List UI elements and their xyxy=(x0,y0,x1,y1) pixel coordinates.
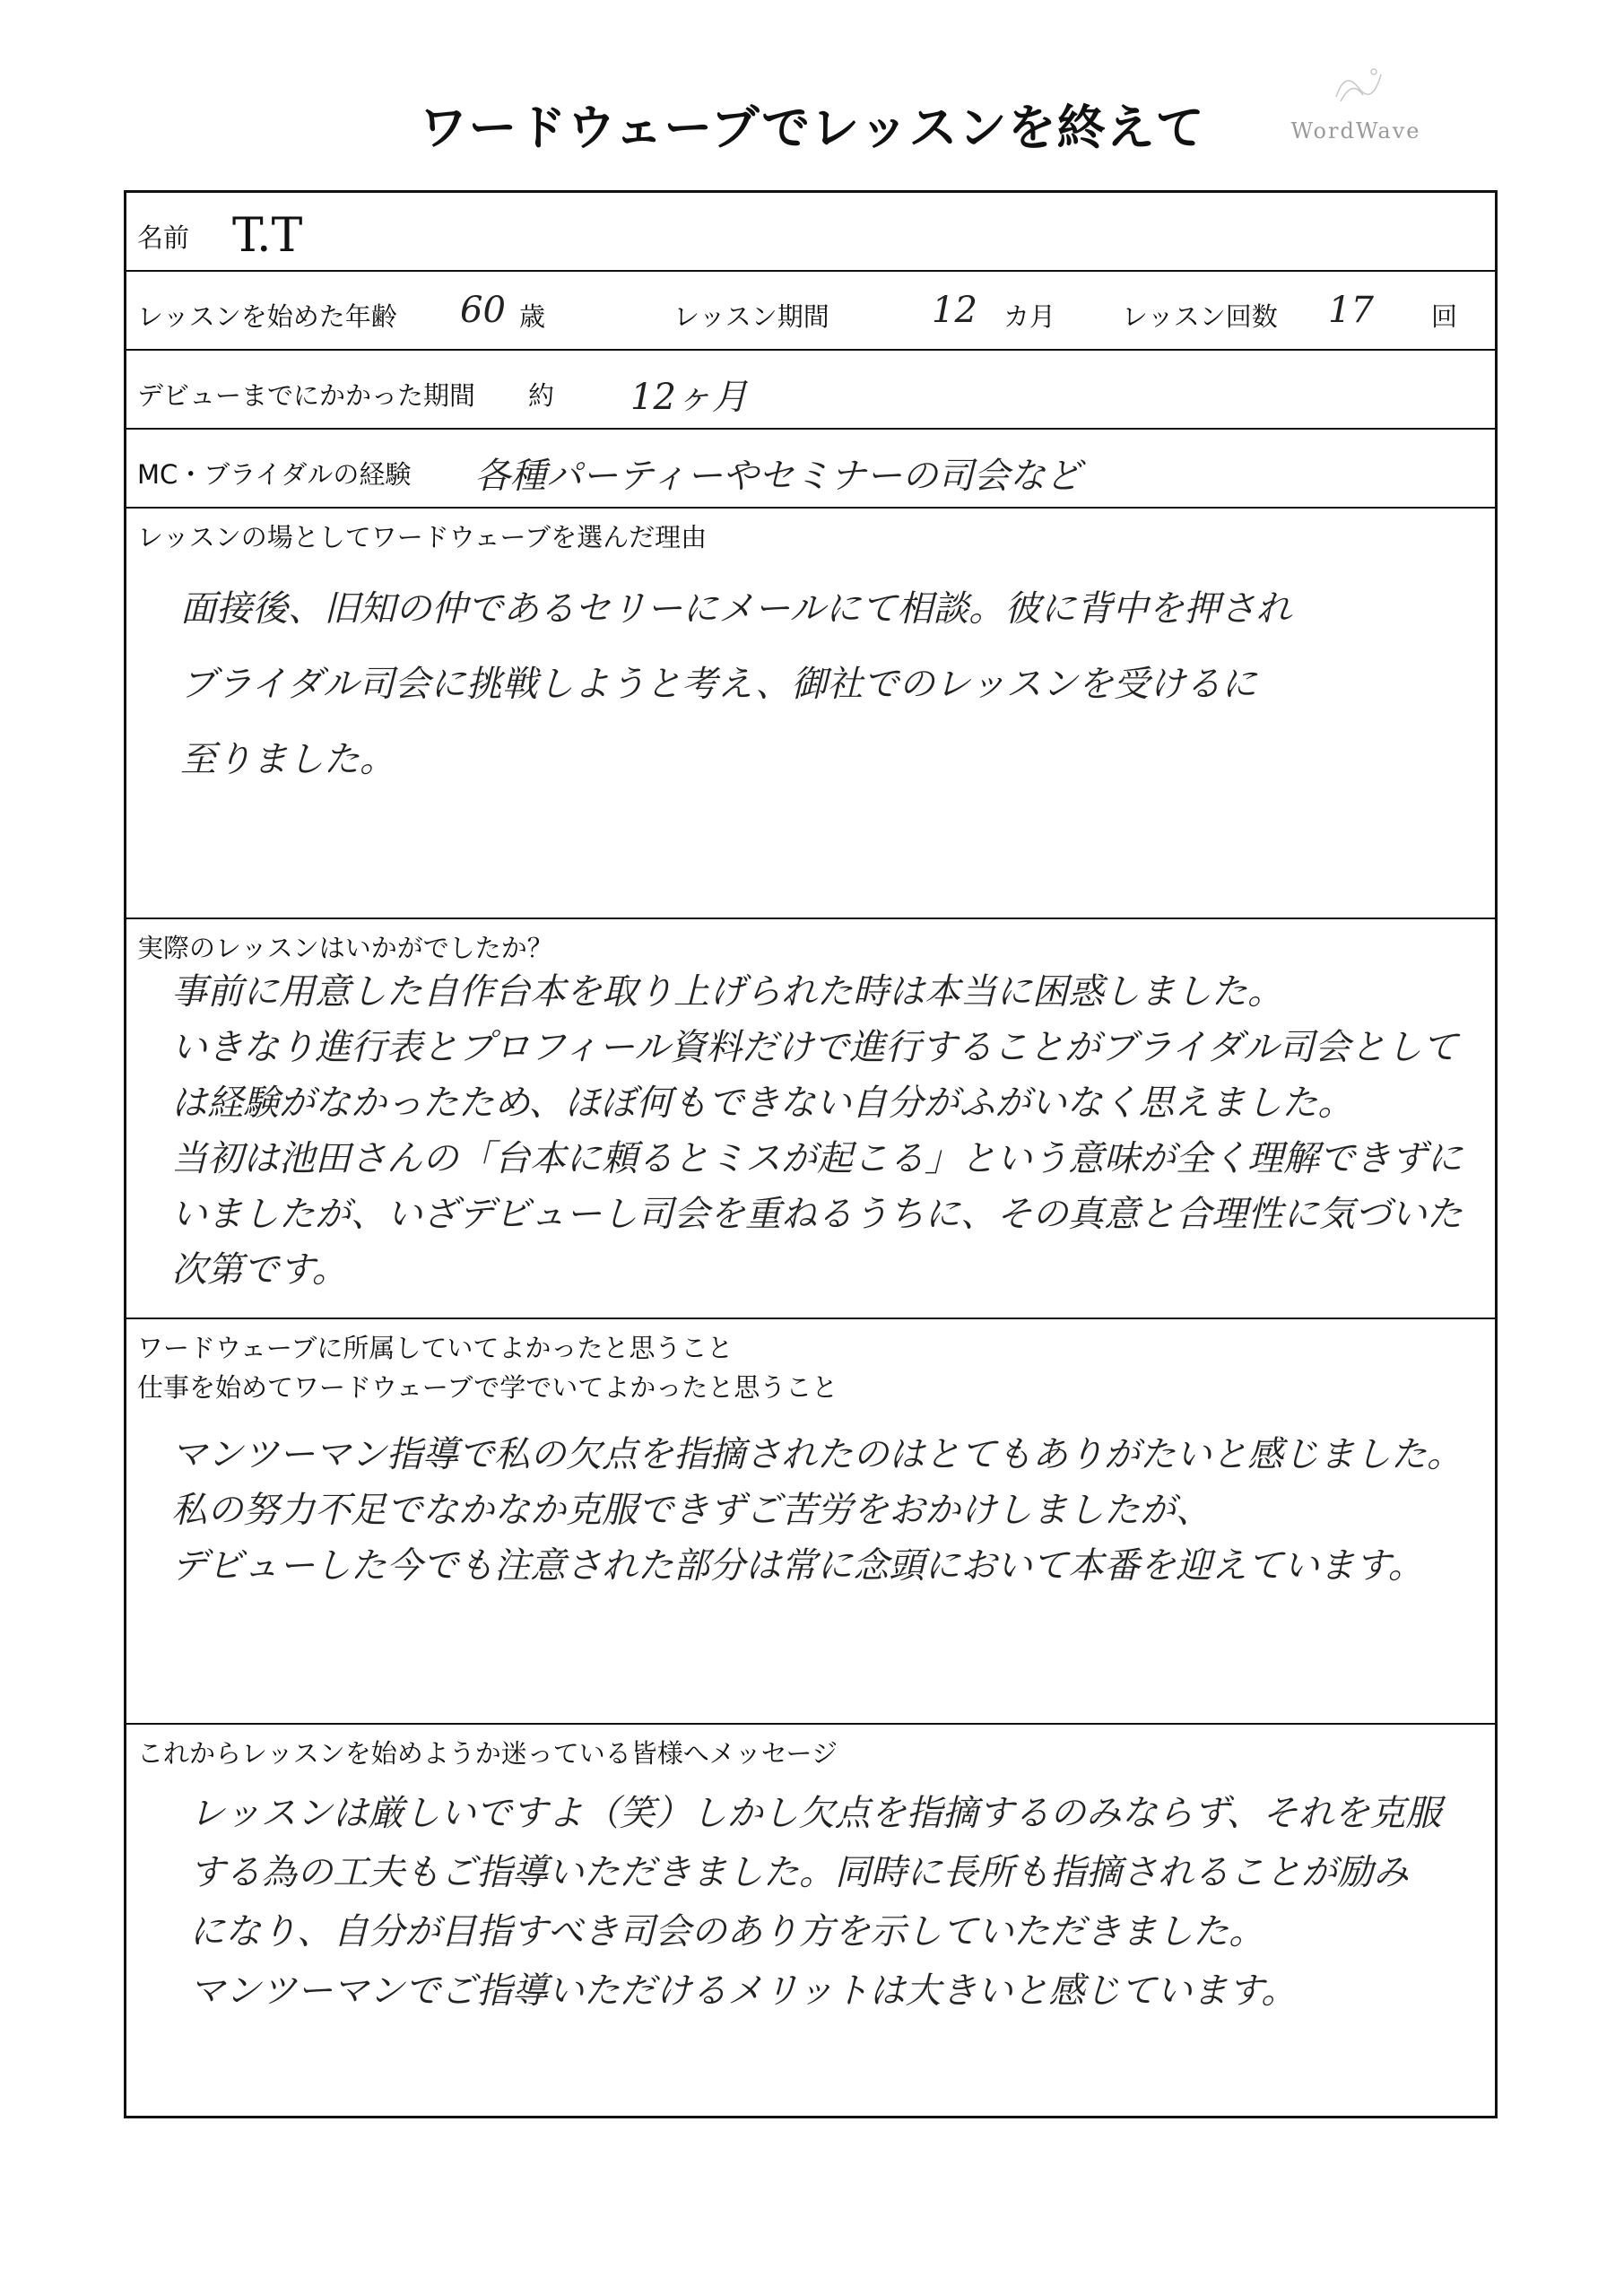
answer-line: マンツーマン指導で私の欠点を指摘されたのはとてもありがたいと感じました。 xyxy=(171,1434,1463,1475)
debut-value: 12ヶ月 xyxy=(630,377,748,418)
count-value: 17 xyxy=(1328,290,1374,331)
debut-label: デビューまでにかかった期間 xyxy=(137,380,476,411)
answer-line: ブライダル司会に挑戦しようと考え、御社でのレッスンを受けるに xyxy=(180,664,1257,705)
wordwave-logo-text: WordWave xyxy=(1290,118,1421,144)
actual-answer xyxy=(171,964,1463,1298)
answer-line: 事前に用意した自作台本を取り上げられた時は本当に困惑しました。 xyxy=(171,971,1283,1013)
good-label-2: 仕事を始めてワードウェーブで学でいてよかったと思うこと xyxy=(137,1372,838,1403)
count-unit: 回 xyxy=(1431,301,1458,332)
answer-line: 次第です。 xyxy=(171,1249,348,1291)
wordwave-logo-icon xyxy=(1327,61,1390,115)
period-unit: カ月 xyxy=(1003,301,1056,332)
name-row xyxy=(126,193,1495,272)
answer-line: いきなり進行表とプロフィール資料だけで進行することがブライダル司会として xyxy=(171,1027,1458,1068)
answer-line: 至りました。 xyxy=(180,739,395,780)
answer-line: 面接後、旧知の仲であるセリーにメールにて相談。彼に背中を押され xyxy=(180,588,1292,630)
reason-answer xyxy=(180,571,1459,797)
actual-lesson-section xyxy=(126,919,1495,1319)
answer-line: 私の努力不足でなかなか克服できずご苦労をおかけしましたが、 xyxy=(171,1490,1211,1531)
answer-line: は経験がなかったため、ほぼ何もできない自分がふがいなく思えました。 xyxy=(171,1083,1354,1124)
answer-line: マンツーマンでご指導いただけるメリットは大きいと感じています。 xyxy=(189,1970,1298,2012)
good-points-section xyxy=(126,1319,1495,1725)
debut-row xyxy=(126,351,1495,430)
good-answer xyxy=(171,1427,1463,1594)
period-label: レッスン期間 xyxy=(673,301,829,332)
age-unit: 歳 xyxy=(519,301,546,332)
reason-section xyxy=(126,509,1495,919)
answer-line: デビューした今でも注意された部分は常に念頭において本番を迎えています。 xyxy=(171,1545,1424,1587)
questionnaire-form xyxy=(124,190,1498,2118)
period-value: 12 xyxy=(932,290,977,331)
answer-line: になり、自分が目指すべき司会のあり方を示していただきました。 xyxy=(189,1911,1265,1952)
age-value: 60 xyxy=(460,290,506,331)
message-answer xyxy=(189,1784,1459,2021)
lesson-stats-row xyxy=(126,272,1495,351)
message-section xyxy=(126,1725,1495,2116)
age-label: レッスンを始めた年齢 xyxy=(137,301,397,332)
good-label-1: ワードウェーブに所属していてよかったと思うこと xyxy=(137,1333,734,1363)
message-label: これからレッスンを始めようか迷っている皆様へメッセージ xyxy=(137,1738,838,1769)
answer-line: する為の工夫もご指導いただきました。同時に長所も指摘されることが励み xyxy=(189,1852,1409,1893)
page-title: ワードウェーブでレッスンを終えて xyxy=(419,100,1205,156)
answer-line: いましたが、いざデビューし司会を重ねるうちに、その真意と合理性に気づいた xyxy=(171,1194,1463,1235)
count-label: レッスン回数 xyxy=(1122,301,1278,332)
name-value: T.T xyxy=(232,209,303,263)
experience-row xyxy=(126,430,1495,509)
experience-label: MC・ブライダルの経験 xyxy=(137,459,412,490)
experience-value: 各種パーティーやセミナーの司会など xyxy=(474,456,1081,497)
actual-label: 実際のレッスンはいかがでしたか？ xyxy=(137,933,553,963)
answer-line: 当初は池田さんの「台本に頼るとミスが起こる」という意味が全く理解できずに xyxy=(171,1138,1463,1179)
answer-line: レッスンは厳しいですよ（笑）しかし欠点を指摘するのみならず、それを克服 xyxy=(189,1793,1442,1834)
reason-label: レッスンの場としてワードウェーブを選んだ理由 xyxy=(137,522,708,552)
name-label: 名前 xyxy=(137,222,190,253)
debut-prefix: 約 xyxy=(528,380,555,411)
